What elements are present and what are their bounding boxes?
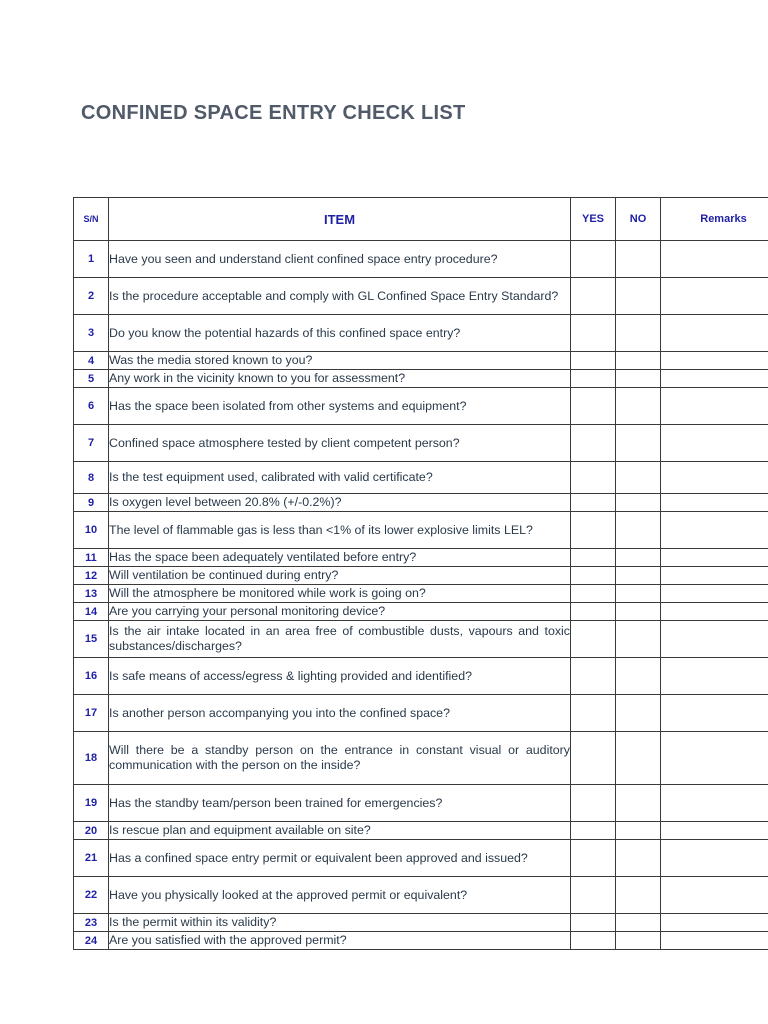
row-number: 16 — [74, 658, 109, 695]
row-item-text: Are you carrying your personal monitoring device? — [109, 603, 571, 621]
row-item-text: Have you physically looked at the approved permit or equivalent? — [109, 877, 571, 914]
remarks-cell[interactable] — [661, 822, 768, 840]
no-cell[interactable] — [616, 352, 661, 370]
no-cell[interactable] — [616, 462, 661, 494]
no-cell[interactable] — [616, 914, 661, 932]
column-header-yes: YES — [571, 198, 616, 241]
table-row — [74, 603, 768, 621]
row-item-text: Is the procedure acceptable and comply with GL Confined Space Entry Standard? — [109, 278, 571, 315]
remarks-cell[interactable] — [661, 567, 768, 585]
remarks-cell[interactable] — [661, 425, 768, 462]
remarks-cell[interactable] — [661, 603, 768, 621]
row-item-text: Do you know the potential hazards of this confined space entry? — [109, 315, 571, 352]
table-row — [74, 425, 768, 462]
yes-cell[interactable] — [571, 695, 616, 732]
row-item-text: Is safe means of access/egress & lighting provided and identified? — [109, 658, 571, 695]
table-row — [74, 462, 768, 494]
no-cell[interactable] — [616, 840, 661, 877]
yes-cell[interactable] — [571, 494, 616, 512]
column-header-no: NO — [616, 198, 661, 241]
row-number: 14 — [74, 603, 109, 621]
table-row — [74, 914, 768, 932]
row-number: 4 — [74, 352, 109, 370]
yes-cell[interactable] — [571, 512, 616, 549]
row-number: 7 — [74, 425, 109, 462]
yes-cell[interactable] — [571, 278, 616, 315]
no-cell[interactable] — [616, 822, 661, 840]
no-cell[interactable] — [616, 932, 661, 950]
row-number: 9 — [74, 494, 109, 512]
table-header-row — [74, 198, 768, 241]
no-cell[interactable] — [616, 278, 661, 315]
yes-cell[interactable] — [571, 621, 616, 658]
no-cell[interactable] — [616, 315, 661, 352]
row-number: 13 — [74, 585, 109, 603]
no-cell[interactable] — [616, 241, 661, 278]
row-number: 20 — [74, 822, 109, 840]
no-cell[interactable] — [616, 603, 661, 621]
table-row — [74, 388, 768, 425]
no-cell[interactable] — [616, 877, 661, 914]
row-number: 6 — [74, 388, 109, 425]
no-cell[interactable] — [616, 658, 661, 695]
table-row — [74, 695, 768, 732]
yes-cell[interactable] — [571, 241, 616, 278]
table-row — [74, 370, 768, 388]
row-number: 24 — [74, 932, 109, 950]
remarks-cell[interactable] — [661, 621, 768, 658]
remarks-cell[interactable] — [661, 658, 768, 695]
row-item-text: Are you satisfied with the approved permit? — [109, 932, 571, 950]
table-row — [74, 732, 768, 785]
row-item-text: Is oxygen level between 20.8% (+/-0.2%)? — [109, 494, 571, 512]
table-row — [74, 877, 768, 914]
table-row — [74, 241, 768, 278]
no-cell[interactable] — [616, 567, 661, 585]
row-item-text: Will there be a standby person on the entrance in constant visual or auditory communication with the person on the inside? — [109, 732, 571, 785]
row-number: 1 — [74, 241, 109, 278]
row-item-text: Has the standby team/person been trained for emergencies? — [109, 785, 571, 822]
row-item-text: Will ventilation be continued during entry? — [109, 567, 571, 585]
row-number: 18 — [74, 732, 109, 785]
remarks-cell[interactable] — [661, 512, 768, 549]
yes-cell[interactable] — [571, 567, 616, 585]
row-number: 2 — [74, 278, 109, 315]
remarks-cell[interactable] — [661, 840, 768, 877]
yes-cell[interactable] — [571, 370, 616, 388]
remarks-cell[interactable] — [661, 732, 768, 785]
row-number: 23 — [74, 914, 109, 932]
row-item-text: Have you seen and understand client confined space entry procedure? — [109, 241, 571, 278]
no-cell[interactable] — [616, 549, 661, 567]
yes-cell[interactable] — [571, 877, 616, 914]
remarks-cell[interactable] — [661, 388, 768, 425]
row-item-text: Has the space been adequately ventilated before entry? — [109, 549, 571, 567]
row-item-text: Has a confined space entry permit or equivalent been approved and issued? — [109, 840, 571, 877]
remarks-cell[interactable] — [661, 315, 768, 352]
row-item-text: Is rescue plan and equipment available on site? — [109, 822, 571, 840]
no-cell[interactable] — [616, 370, 661, 388]
row-item-text: Confined space atmosphere tested by client competent person? — [109, 425, 571, 462]
yes-cell[interactable] — [571, 352, 616, 370]
row-item-text: Is the air intake located in an area free of combustible dusts, vapours and toxic substances/discharges? — [109, 621, 571, 658]
yes-cell[interactable] — [571, 840, 616, 877]
table-row — [74, 585, 768, 603]
remarks-cell[interactable] — [661, 278, 768, 315]
yes-cell[interactable] — [571, 462, 616, 494]
yes-cell[interactable] — [571, 315, 616, 352]
remarks-cell[interactable] — [661, 585, 768, 603]
yes-cell[interactable] — [571, 549, 616, 567]
no-cell[interactable] — [616, 388, 661, 425]
row-item-text: Is another person accompanying you into the confined space? — [109, 695, 571, 732]
remarks-cell[interactable] — [661, 241, 768, 278]
row-number: 17 — [74, 695, 109, 732]
table-row — [74, 494, 768, 512]
table-row — [74, 658, 768, 695]
yes-cell[interactable] — [571, 388, 616, 425]
remarks-cell[interactable] — [661, 462, 768, 494]
row-number: 12 — [74, 567, 109, 585]
checklist-body — [74, 241, 768, 950]
row-number: 21 — [74, 840, 109, 877]
yes-cell[interactable] — [571, 425, 616, 462]
table-row — [74, 352, 768, 370]
row-item-text: Has the space been isolated from other systems and equipment? — [109, 388, 571, 425]
table-row — [74, 932, 768, 950]
row-item-text: Is the test equipment used, calibrated with valid certificate? — [109, 462, 571, 494]
row-number: 5 — [74, 370, 109, 388]
table-row — [74, 567, 768, 585]
table-row — [74, 512, 768, 549]
remarks-cell[interactable] — [661, 549, 768, 567]
column-header-item: ITEM — [109, 198, 571, 241]
table-row — [74, 621, 768, 658]
row-number: 22 — [74, 877, 109, 914]
remarks-cell[interactable] — [661, 914, 768, 932]
yes-cell[interactable] — [571, 658, 616, 695]
no-cell[interactable] — [616, 512, 661, 549]
remarks-cell[interactable] — [661, 370, 768, 388]
yes-cell[interactable] — [571, 732, 616, 785]
row-number: 3 — [74, 315, 109, 352]
table-row — [74, 549, 768, 567]
table-row — [74, 840, 768, 877]
no-cell[interactable] — [616, 695, 661, 732]
remarks-cell[interactable] — [661, 877, 768, 914]
no-cell[interactable] — [616, 785, 661, 822]
row-item-text: Will the atmosphere be monitored while work is going on? — [109, 585, 571, 603]
remarks-cell[interactable] — [661, 695, 768, 732]
no-cell[interactable] — [616, 494, 661, 512]
page-title: CONFINED SPACE ENTRY CHECK LIST — [81, 102, 466, 124]
row-number: 15 — [74, 621, 109, 658]
yes-cell[interactable] — [571, 932, 616, 950]
column-header-sn: S/N — [74, 198, 109, 241]
row-item-text: Any work in the vicinity known to you for assessment? — [109, 370, 571, 388]
yes-cell[interactable] — [571, 603, 616, 621]
row-number: 10 — [74, 512, 109, 549]
table-row — [74, 278, 768, 315]
yes-cell[interactable] — [571, 585, 616, 603]
no-cell[interactable] — [616, 425, 661, 462]
yes-cell[interactable] — [571, 914, 616, 932]
table-row — [74, 785, 768, 822]
no-cell[interactable] — [616, 621, 661, 658]
row-number: 11 — [74, 549, 109, 567]
row-number: 19 — [74, 785, 109, 822]
row-item-text: The level of flammable gas is less than <1% of its lower explosive limits LEL? — [109, 512, 571, 549]
remarks-cell[interactable] — [661, 785, 768, 822]
row-item-text: Was the media stored known to you? — [109, 352, 571, 370]
remarks-cell[interactable] — [661, 352, 768, 370]
no-cell[interactable] — [616, 732, 661, 785]
table-row — [74, 822, 768, 840]
remarks-cell[interactable] — [661, 494, 768, 512]
column-header-remarks: Remarks — [661, 198, 768, 241]
no-cell[interactable] — [616, 585, 661, 603]
yes-cell[interactable] — [571, 822, 616, 840]
row-number: 8 — [74, 462, 109, 494]
yes-cell[interactable] — [571, 785, 616, 822]
checklist-table — [73, 197, 768, 950]
remarks-cell[interactable] — [661, 932, 768, 950]
row-item-text: Is the permit within its validity? — [109, 914, 571, 932]
table-row — [74, 315, 768, 352]
